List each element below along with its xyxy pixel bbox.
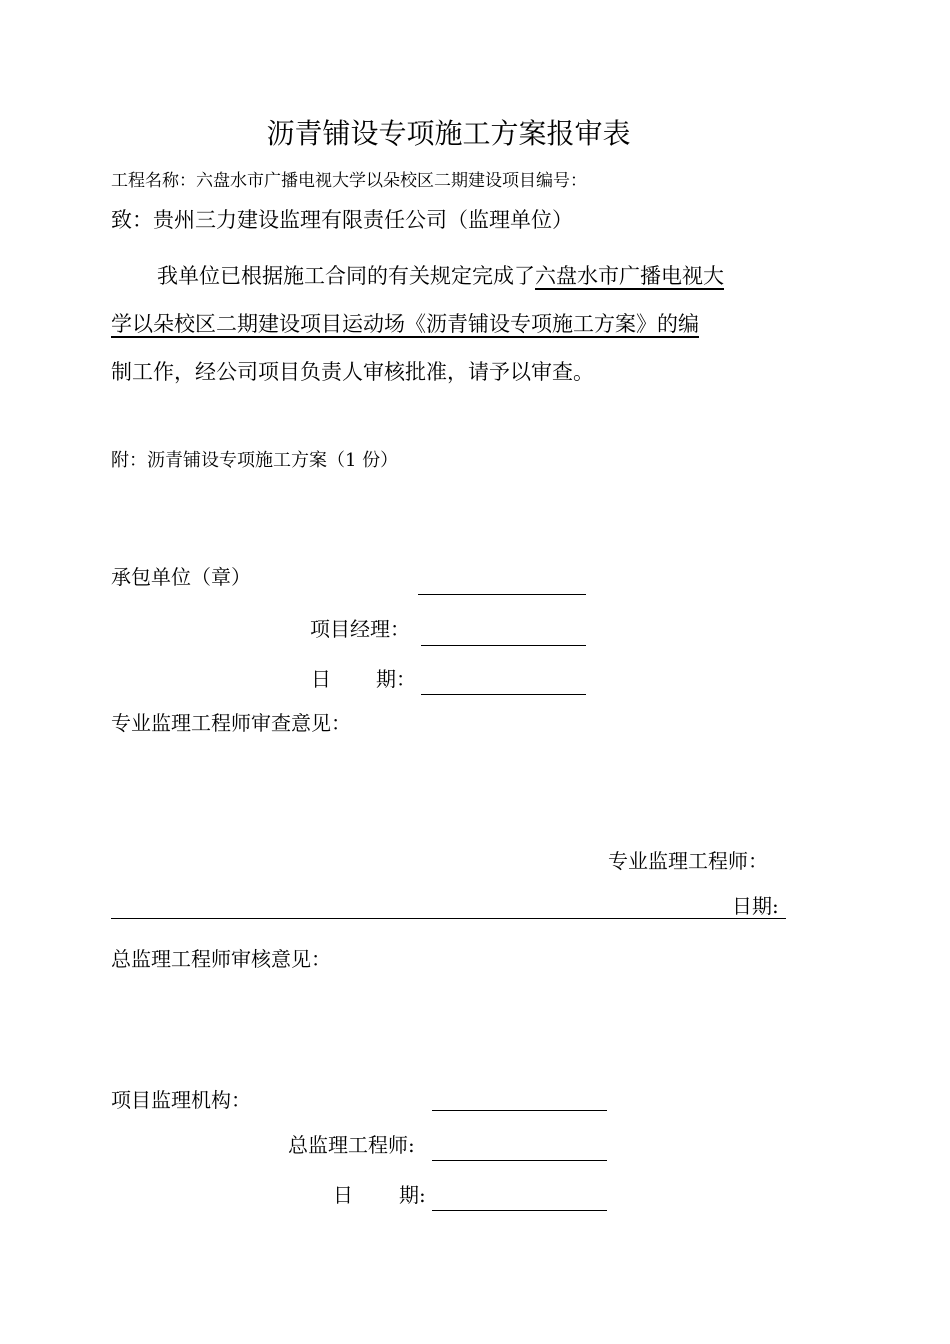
body-text-underlined-1: 六盘水市广播电视大 bbox=[535, 264, 724, 288]
project-manager-label: 项目经理： bbox=[310, 617, 410, 641]
chief-engineer-label: 总监理工程师: bbox=[288, 1133, 415, 1157]
attachment-note: 附：沥青铺设专项施工方案（1 份） bbox=[111, 450, 399, 471]
body-line-3: 制工作，经公司项目负责人审核批准，请予以审查。 bbox=[111, 360, 594, 384]
contractor-date-label-char-1: 日 bbox=[311, 667, 331, 691]
contractor-date-line bbox=[421, 694, 586, 695]
contractor-date-label-char-2: 期： bbox=[376, 667, 416, 691]
contractor-unit-label: 承包单位（章） bbox=[111, 565, 251, 589]
specialist-opinion-label: 专业监理工程师审查意见： bbox=[111, 711, 351, 735]
body-line-2 bbox=[111, 300, 776, 348]
project-name-line: 工程名称：六盘水市广播电视大学以朵校区二期建设项目编号： bbox=[111, 171, 587, 191]
chief-engineer-signature-line bbox=[432, 1160, 607, 1161]
chief-opinion-label: 总监理工程师审核意见： bbox=[111, 947, 331, 971]
supervision-org-seal-line bbox=[432, 1110, 607, 1111]
specialist-date-label: 日期: bbox=[732, 894, 779, 918]
chief-date-label-char-2: 期: bbox=[399, 1183, 426, 1207]
project-manager-signature-line bbox=[421, 645, 586, 646]
section-divider bbox=[111, 918, 786, 919]
supervision-org-label: 项目监理机构： bbox=[111, 1088, 251, 1112]
chief-date-label-char-1: 日 bbox=[333, 1183, 353, 1207]
chief-date-line bbox=[432, 1210, 607, 1211]
body-text-plain-1: 我单位已根据施工合同的有关规定完成了 bbox=[157, 264, 535, 288]
body-line-1 bbox=[111, 252, 776, 300]
body-text-underlined-2: 学以朵校区二期建设项目运动场《沥青铺设专项施工方案》的编 bbox=[111, 312, 699, 336]
contractor-seal-line bbox=[418, 594, 586, 595]
document-title: 沥青铺设专项施工方案报审表 bbox=[266, 117, 631, 150]
body-paragraph bbox=[111, 252, 776, 396]
specialist-engineer-label: 专业监理工程师： bbox=[608, 849, 768, 873]
addressee-line: 致：贵州三力建设监理有限责任公司（监理单位） bbox=[111, 208, 573, 232]
